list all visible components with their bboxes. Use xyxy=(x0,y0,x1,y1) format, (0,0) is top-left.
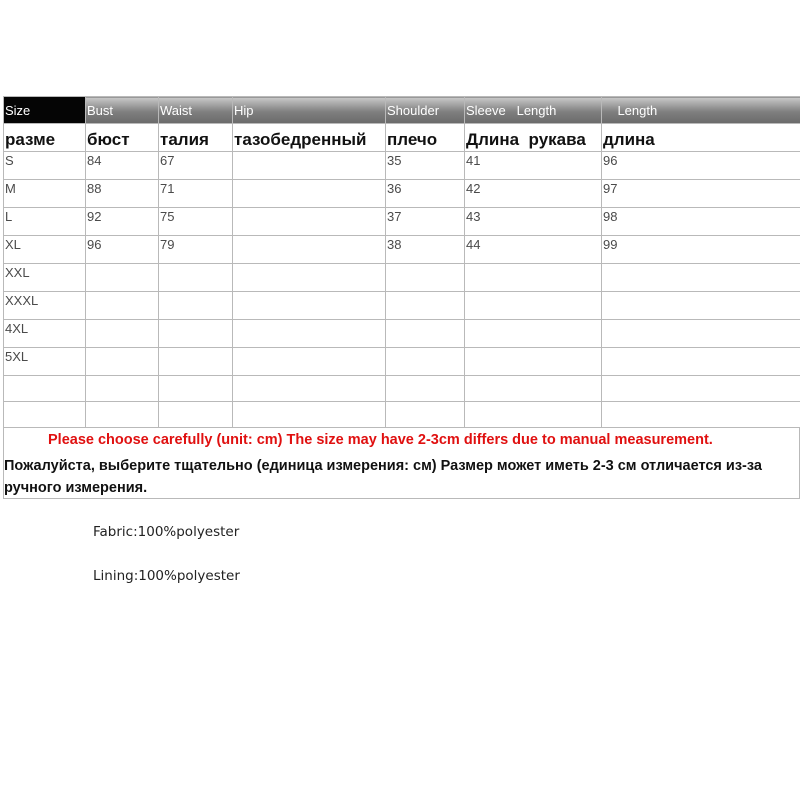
table-cell xyxy=(233,180,386,208)
table-cell xyxy=(233,208,386,236)
table-cell xyxy=(233,152,386,180)
table-cell xyxy=(233,376,386,402)
table-row xyxy=(4,376,800,402)
table-cell xyxy=(159,320,233,348)
table-cell xyxy=(233,236,386,264)
table-cell xyxy=(233,292,386,320)
table-cell xyxy=(386,376,465,402)
table-cell xyxy=(86,320,159,348)
table-cell: L xyxy=(4,208,86,236)
header-ru-shoulder: плечо xyxy=(386,124,465,152)
table-cell xyxy=(465,264,602,292)
table-cell xyxy=(233,264,386,292)
table-cell xyxy=(465,320,602,348)
table-cell xyxy=(602,376,800,402)
table-cell: 5XL xyxy=(4,348,86,376)
table-cell: 4XL xyxy=(4,320,86,348)
header-length: Length xyxy=(602,97,800,124)
table-cell xyxy=(386,292,465,320)
table-cell xyxy=(86,348,159,376)
table-row xyxy=(4,264,800,292)
table-cell xyxy=(159,292,233,320)
table-cell xyxy=(233,402,386,428)
header-row-en xyxy=(4,97,800,124)
table-cell xyxy=(86,376,159,402)
table-cell xyxy=(386,320,465,348)
table-cell: 37 xyxy=(386,208,465,236)
table-cell: 88 xyxy=(86,180,159,208)
table-cell xyxy=(465,376,602,402)
table-cell xyxy=(159,376,233,402)
table-cell xyxy=(159,402,233,428)
table-cell xyxy=(602,292,800,320)
table-cell xyxy=(233,320,386,348)
table-cell: 43 xyxy=(465,208,602,236)
table-cell: 71 xyxy=(159,180,233,208)
table-cell xyxy=(465,402,602,428)
header-ru-hip: тазобедренный xyxy=(233,124,386,152)
table-row xyxy=(4,320,800,348)
lining-text: Lining:100%polyester xyxy=(93,568,240,584)
table-cell xyxy=(86,264,159,292)
table-row xyxy=(4,348,800,376)
table-cell: 44 xyxy=(465,236,602,264)
table-cell: 99 xyxy=(602,236,800,264)
header-ru-waist: талия xyxy=(159,124,233,152)
table-cell: XL xyxy=(4,236,86,264)
table-cell: 79 xyxy=(159,236,233,264)
table-cell xyxy=(386,348,465,376)
table-cell xyxy=(86,402,159,428)
header-bust: Bust xyxy=(86,97,159,124)
table-row xyxy=(4,180,800,208)
table-cell xyxy=(159,264,233,292)
note-russian: Пожалуйста, выберите тщательно (единица измерения: см) Размер может иметь 2-3 см отличается из-за ручного измерения. xyxy=(4,458,762,496)
table-cell xyxy=(386,402,465,428)
table-cell: XXL xyxy=(4,264,86,292)
measurement-note xyxy=(3,428,800,499)
table-cell: S xyxy=(4,152,86,180)
table-cell: M xyxy=(4,180,86,208)
table-cell: 96 xyxy=(602,152,800,180)
table-cell: 42 xyxy=(465,180,602,208)
table-cell: 67 xyxy=(159,152,233,180)
size-table-body xyxy=(4,97,800,428)
table-cell xyxy=(4,376,86,402)
table-row xyxy=(4,292,800,320)
table-cell: 92 xyxy=(86,208,159,236)
header-ru-size: разме xyxy=(4,124,86,152)
table-cell xyxy=(86,292,159,320)
table-cell: 41 xyxy=(465,152,602,180)
table-row xyxy=(4,208,800,236)
table-cell: 38 xyxy=(386,236,465,264)
header-shoulder: Shoulder xyxy=(386,97,465,124)
table-cell xyxy=(465,292,602,320)
header-row-ru xyxy=(4,124,800,152)
size-chart xyxy=(3,96,800,499)
header-sleeve-length: Sleeve Length xyxy=(465,97,602,124)
table-cell xyxy=(386,264,465,292)
table-cell: 96 xyxy=(86,236,159,264)
table-cell: 84 xyxy=(86,152,159,180)
header-ru-sleeve-length: Длина рукава xyxy=(465,124,602,152)
size-table xyxy=(3,96,800,428)
header-hip: Hip xyxy=(233,97,386,124)
table-cell xyxy=(4,402,86,428)
table-cell: 97 xyxy=(602,180,800,208)
header-ru-bust: бюст xyxy=(86,124,159,152)
header-size: Size xyxy=(4,97,86,124)
table-cell xyxy=(602,264,800,292)
table-row xyxy=(4,152,800,180)
table-cell xyxy=(465,348,602,376)
note-english: Please choose carefully (unit: cm) The size may have 2-3cm differs due to manual measurement. xyxy=(48,432,713,448)
header-waist: Waist xyxy=(159,97,233,124)
table-cell: 98 xyxy=(602,208,800,236)
header-ru-length: длина xyxy=(602,124,800,152)
table-cell xyxy=(602,348,800,376)
table-cell xyxy=(159,348,233,376)
table-row xyxy=(4,236,800,264)
fabric-text: Fabric:100%polyester xyxy=(93,524,240,540)
table-cell xyxy=(602,320,800,348)
table-cell: 35 xyxy=(386,152,465,180)
table-cell: XXXL xyxy=(4,292,86,320)
table-cell xyxy=(233,348,386,376)
table-cell: 75 xyxy=(159,208,233,236)
table-cell: 36 xyxy=(386,180,465,208)
table-row xyxy=(4,402,800,428)
table-cell xyxy=(602,402,800,428)
